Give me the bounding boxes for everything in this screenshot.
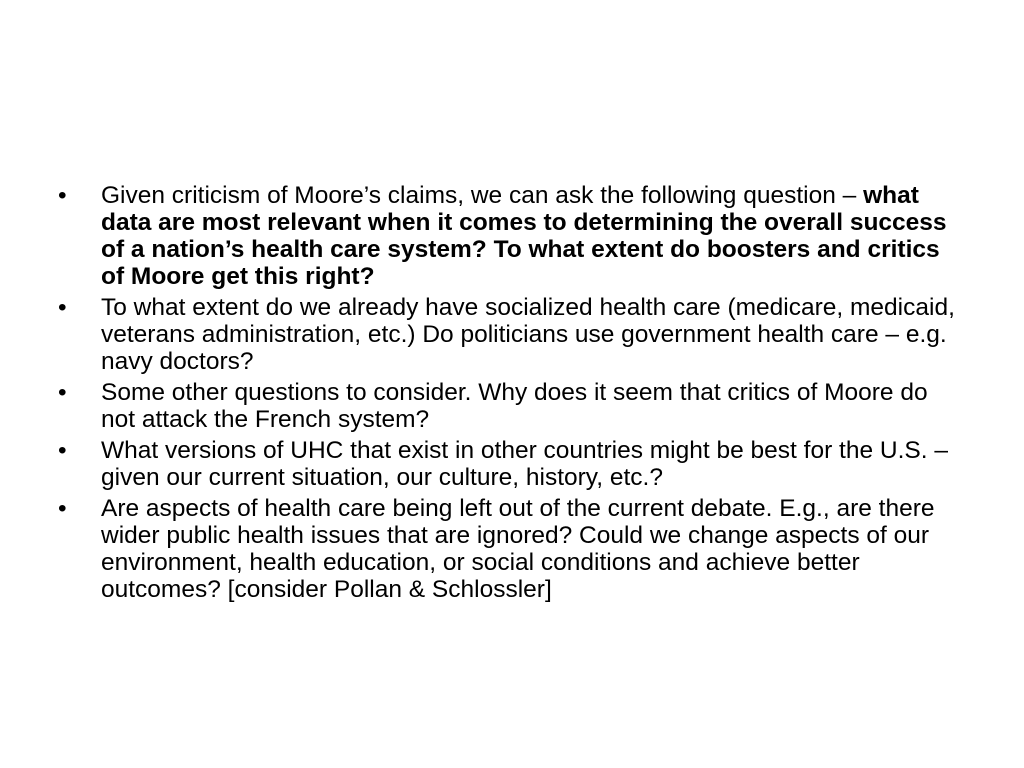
bullet-icon: • <box>58 182 67 209</box>
bullet-item-2 <box>58 294 968 375</box>
bullet-item-4 <box>58 437 968 491</box>
bullet-list <box>58 182 968 607</box>
bullet-text: To what extent do we already have socialized health care (medicare, medicaid, veterans administration, etc.) Do politicians use government health care – e.g. navy doctors? <box>101 294 955 375</box>
bullet-icon: • <box>58 495 67 522</box>
bullet-icon: • <box>58 437 67 464</box>
bullet-bold-text: what data are most relevant when it comes to determining the overall success of a nation’s health care system? To what extent do boosters and critics of Moore get this right? <box>101 182 947 290</box>
bullet-text: Given criticism of Moore’s claims, we can ask the following question – <box>101 182 864 209</box>
bullet-item-1 <box>58 182 968 290</box>
bullet-text: What versions of UHC that exist in other countries might be best for the U.S. – given our current situation, our culture, history, etc.? <box>101 437 948 491</box>
bullet-item-5 <box>58 495 968 603</box>
bullet-item-3 <box>58 379 968 433</box>
bullet-icon: • <box>58 294 67 321</box>
bullet-icon: • <box>58 379 67 406</box>
bullet-text: Are aspects of health care being left out of the current debate. E.g., are there wider public health issues that are ignored? Could we change aspects of our environment, health education, or social conditions and achieve better outcomes? [consider Pollan & Schlossler] <box>101 495 935 603</box>
bullet-text: Some other questions to consider. Why does it seem that critics of Moore do not attack the French system? <box>101 379 928 433</box>
